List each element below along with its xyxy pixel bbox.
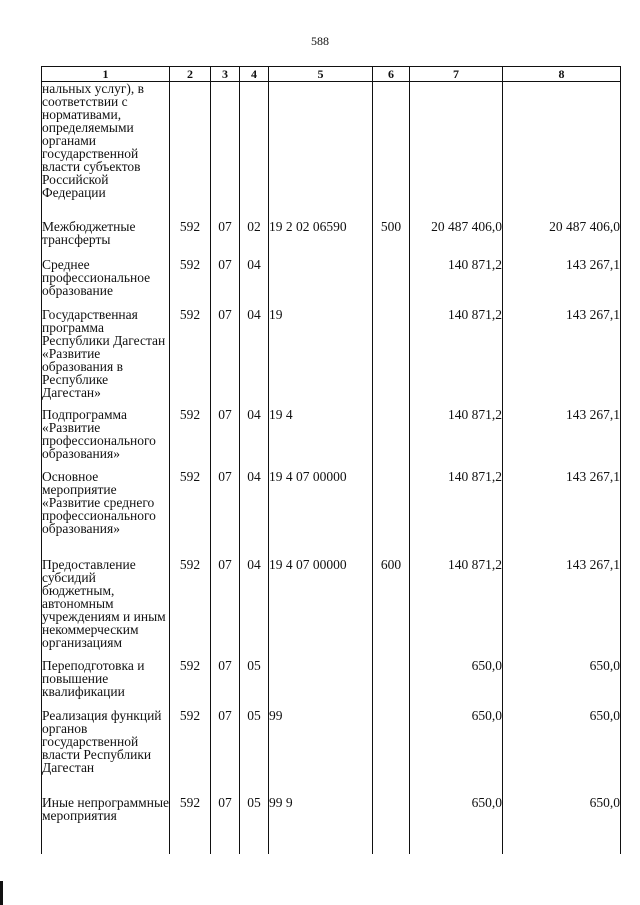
amount-year2-cell: 650,0 — [503, 659, 621, 709]
subsection-cell — [240, 82, 269, 221]
amount-year2-cell — [503, 82, 621, 221]
code-cell: 592 — [170, 408, 211, 470]
column-header: 6 — [373, 67, 410, 82]
subsection-cell: 05 — [240, 709, 269, 796]
section-cell: 07 — [211, 408, 240, 470]
row-name-cell: Иные непрограммные мероприятия — [42, 796, 170, 854]
subsection-cell: 05 — [240, 796, 269, 854]
column-header: 1 — [42, 67, 170, 82]
code-cell: 592 — [170, 220, 211, 258]
amount-year1-cell: 140 871,2 — [410, 470, 503, 558]
expense-type-cell — [373, 82, 410, 221]
row-name-cell: Предоставление субсидий бюджетным, автономным учреждениям и иным некоммерческим организациям — [42, 558, 170, 659]
expense-type-cell — [373, 796, 410, 854]
column-header: 2 — [170, 67, 211, 82]
section-cell: 07 — [211, 308, 240, 408]
amount-year1-cell: 140 871,2 — [410, 308, 503, 408]
code-cell: 592 — [170, 709, 211, 796]
table-row — [42, 709, 621, 796]
code-cell: 592 — [170, 258, 211, 308]
expense-type-cell: 600 — [373, 558, 410, 659]
target-article-cell: 19 2 02 06590 — [269, 220, 373, 258]
row-name-text: нальных услуг), в соответствии с нормативами, определяемыми органами государственной власти субъектов Российской Федерации — [42, 81, 145, 200]
subsection-cell: 04 — [240, 258, 269, 308]
expense-type-cell — [373, 470, 410, 558]
section-cell: 07 — [211, 558, 240, 659]
amount-year1-cell: 650,0 — [410, 659, 503, 709]
section-cell: 07 — [211, 220, 240, 258]
column-header: 3 — [211, 67, 240, 82]
amount-year2-cell: 650,0 — [503, 709, 621, 796]
code-cell: 592 — [170, 558, 211, 659]
target-article-cell: 99 9 — [269, 796, 373, 854]
section-cell: 07 — [211, 659, 240, 709]
expense-type-cell — [373, 659, 410, 709]
code-cell: 592 — [170, 659, 211, 709]
amount-year2-cell: 650,0 — [503, 796, 621, 854]
table-row — [42, 558, 621, 659]
amount-year1-cell: 140 871,2 — [410, 558, 503, 659]
amount-year1-cell: 20 487 406,0 — [410, 220, 503, 258]
section-cell — [211, 82, 240, 221]
section-cell: 07 — [211, 258, 240, 308]
subsection-cell: 04 — [240, 308, 269, 408]
table-row — [42, 220, 621, 258]
target-article-cell: 19 4 07 00000 — [269, 470, 373, 558]
table-row — [42, 308, 621, 408]
amount-year2-cell: 143 267,1 — [503, 408, 621, 470]
expense-type-cell — [373, 709, 410, 796]
subsection-cell: 02 — [240, 220, 269, 258]
table-header-row — [42, 67, 621, 82]
amount-year2-cell: 143 267,1 — [503, 308, 621, 408]
expense-type-cell — [373, 258, 410, 308]
subsection-cell: 05 — [240, 659, 269, 709]
row-name-cell: Межбюджетные трансферты — [42, 220, 170, 258]
code-cell: 592 — [170, 470, 211, 558]
subsection-cell: 04 — [240, 470, 269, 558]
table-row — [42, 408, 621, 470]
row-name-cell: Государственная программа Республики Дагестан «Развитие образования в Республике Дагестан» — [42, 308, 170, 408]
target-article-cell: 19 4 — [269, 408, 373, 470]
subsection-cell: 04 — [240, 408, 269, 470]
row-name-cell — [42, 82, 170, 221]
table-row — [42, 796, 621, 854]
column-header: 7 — [410, 67, 503, 82]
row-name-cell: Переподготовка и повышение квалификации — [42, 659, 170, 709]
scan-edge-mark — [0, 881, 3, 905]
row-name-cell: Основное мероприятие «Развитие среднего профессионального образования» — [42, 470, 170, 558]
target-article-cell — [269, 659, 373, 709]
target-article-cell: 19 — [269, 308, 373, 408]
amount-year1-cell: 650,0 — [410, 709, 503, 796]
table-row — [42, 82, 621, 221]
target-article-cell — [269, 82, 373, 221]
amount-year2-cell: 143 267,1 — [503, 258, 621, 308]
amount-year1-cell: 140 871,2 — [410, 258, 503, 308]
amount-year2-cell: 143 267,1 — [503, 558, 621, 659]
column-header: 5 — [269, 67, 373, 82]
expense-type-cell — [373, 408, 410, 470]
section-cell: 07 — [211, 796, 240, 854]
amount-year1-cell — [410, 82, 503, 221]
row-name-cell: Реализация функций органов государственной власти Республики Дагестан — [42, 709, 170, 796]
row-name-cell: Среднее профессиональное образование — [42, 258, 170, 308]
budget-table — [41, 66, 621, 854]
code-cell: 592 — [170, 308, 211, 408]
target-article-cell — [269, 258, 373, 308]
section-cell: 07 — [211, 709, 240, 796]
expense-type-cell: 500 — [373, 220, 410, 258]
amount-year2-cell: 20 487 406,0 — [503, 220, 621, 258]
code-cell — [170, 82, 211, 221]
column-header: 4 — [240, 67, 269, 82]
table-row — [42, 258, 621, 308]
expense-type-cell — [373, 308, 410, 408]
amount-year2-cell: 143 267,1 — [503, 470, 621, 558]
section-cell: 07 — [211, 470, 240, 558]
amount-year1-cell: 140 871,2 — [410, 408, 503, 470]
table-row — [42, 659, 621, 709]
amount-year1-cell: 650,0 — [410, 796, 503, 854]
target-article-cell: 19 4 07 00000 — [269, 558, 373, 659]
code-cell: 592 — [170, 796, 211, 854]
row-name-cell: Подпрограмма «Развитие профессионального образования» — [42, 408, 170, 470]
column-header: 8 — [503, 67, 621, 82]
target-article-cell: 99 — [269, 709, 373, 796]
table-row — [42, 470, 621, 558]
page-number: 588 — [311, 34, 329, 48]
subsection-cell: 04 — [240, 558, 269, 659]
